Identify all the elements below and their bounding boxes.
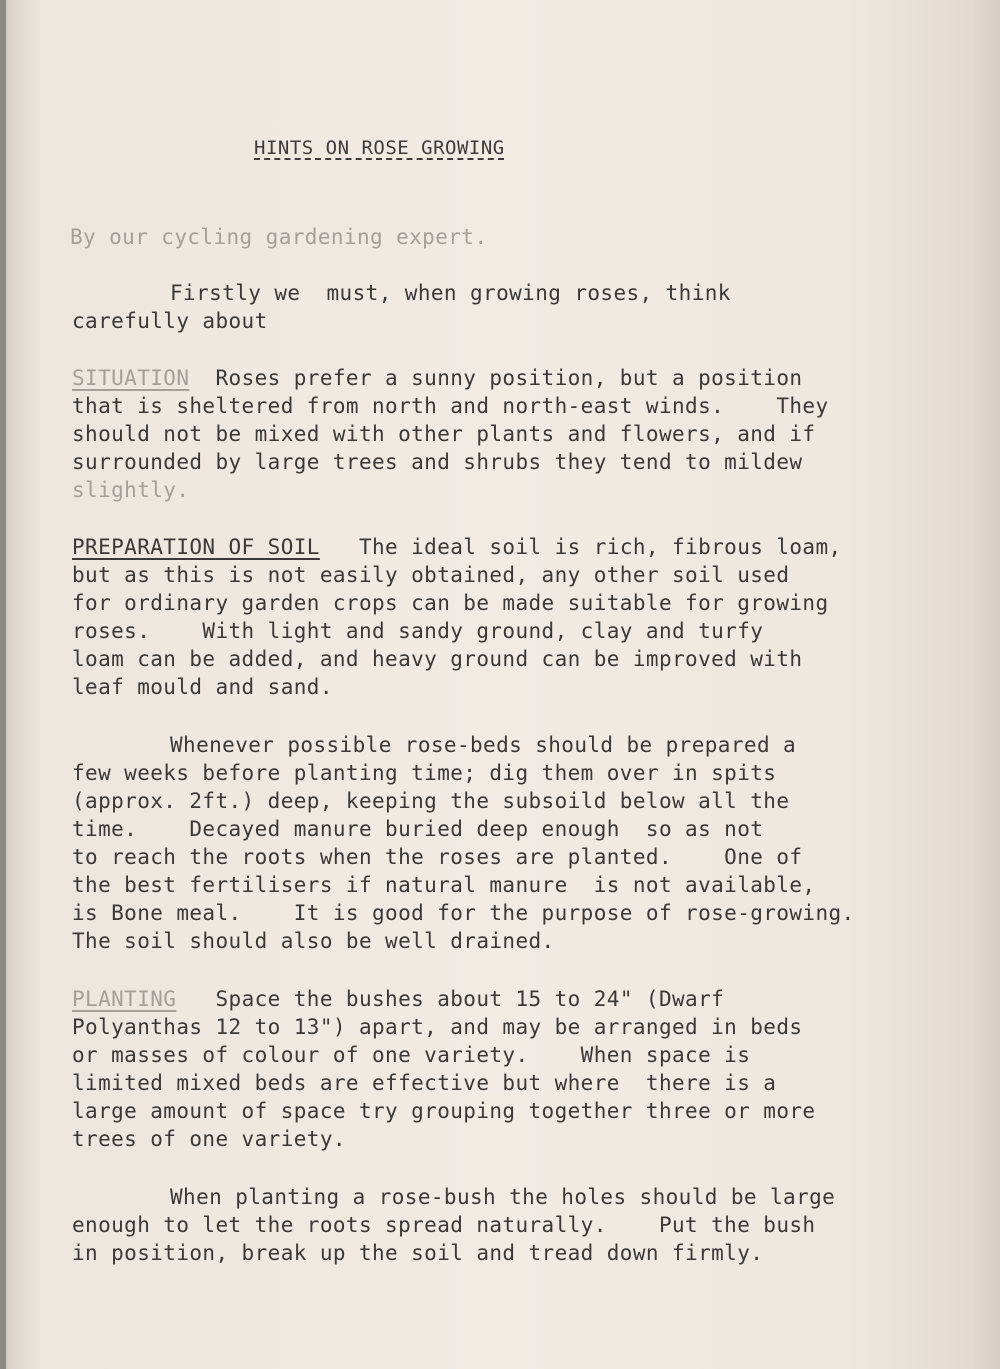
holes-line-3: in position, break up the soil and tread down firmly. [72,1241,764,1265]
planting-line-2: Polyanthas 12 to 13") apart, and may be arranged in beds [72,1015,803,1039]
situation-line-2: that is sheltered from north and north-east winds. They [72,394,829,418]
soil-heading: PREPARATION OF SOIL [72,535,320,559]
soil-line-4: roses. With light and sandy ground, clay and turfy [72,619,764,643]
situation-line-5: slightly. [72,478,190,502]
beds-line-7: is Bone meal. It is good for the purpose of rose-growing. [72,901,855,925]
soil-line-2: but as this is not easily obtained, any other soil used [72,563,790,587]
planting-text-1: Space the bushes about 15 to 24" (Dwarf [176,987,725,1011]
planting-line-4: limited mixed beds are effective but where there is a [72,1071,777,1095]
soil-line-5: loam can be added, and heavy ground can be improved with [72,647,803,671]
beds-line-6: the best fertilisers if natural manure is not available, [72,873,816,897]
beds-line-5: to reach the roots when the roses are planted. One of [72,845,803,869]
beds-line-4: time. Decayed manure buried deep enough so as not [72,817,764,841]
planting-paragraph-line-1 [72,987,724,1011]
planting-line-3: or masses of colour of one variety. When space is [72,1043,751,1067]
situation-text-1: Roses prefer a sunny position, but a position [189,366,803,390]
situation-paragraph-line-1 [72,366,802,390]
soil-text-1: The ideal soil is rich, fibrous loam, [319,535,842,559]
soil-line-6: leaf mould and sand. [72,675,333,699]
intro-line-2: carefully about [72,309,268,333]
soil-line-3: for ordinary garden crops can be made suitable for growing [72,591,829,615]
holes-line-1: When planting a rose-bush the holes should be large [170,1185,836,1209]
planting-heading: PLANTING [72,987,177,1011]
beds-line-1: Whenever possible rose-beds should be prepared a [170,733,797,757]
byline: By our cycling gardening expert. [70,225,488,249]
situation-heading: SITUATION [72,366,190,390]
beds-line-8: The soil should also be well drained. [72,929,555,953]
page-title: HINTS ON ROSE GROWING [254,137,505,159]
soil-paragraph-line-1 [72,535,842,559]
situation-line-3: should not be mixed with other plants and flowers, and if [72,422,816,446]
beds-line-3: (approx. 2ft.) deep, keeping the subsoild below all the [72,789,790,813]
planting-line-5: large amount of space try grouping together three or more [72,1099,816,1123]
intro-line-1: Firstly we must, when growing roses, think [170,281,731,305]
beds-line-2: few weeks before planting time; dig them over in spits [72,761,777,785]
holes-line-2: enough to let the roots spread naturally. Put the bush [72,1213,816,1237]
planting-line-6: trees of one variety. [72,1127,346,1151]
situation-line-4: surrounded by large trees and shrubs they tend to mildew [72,450,803,474]
